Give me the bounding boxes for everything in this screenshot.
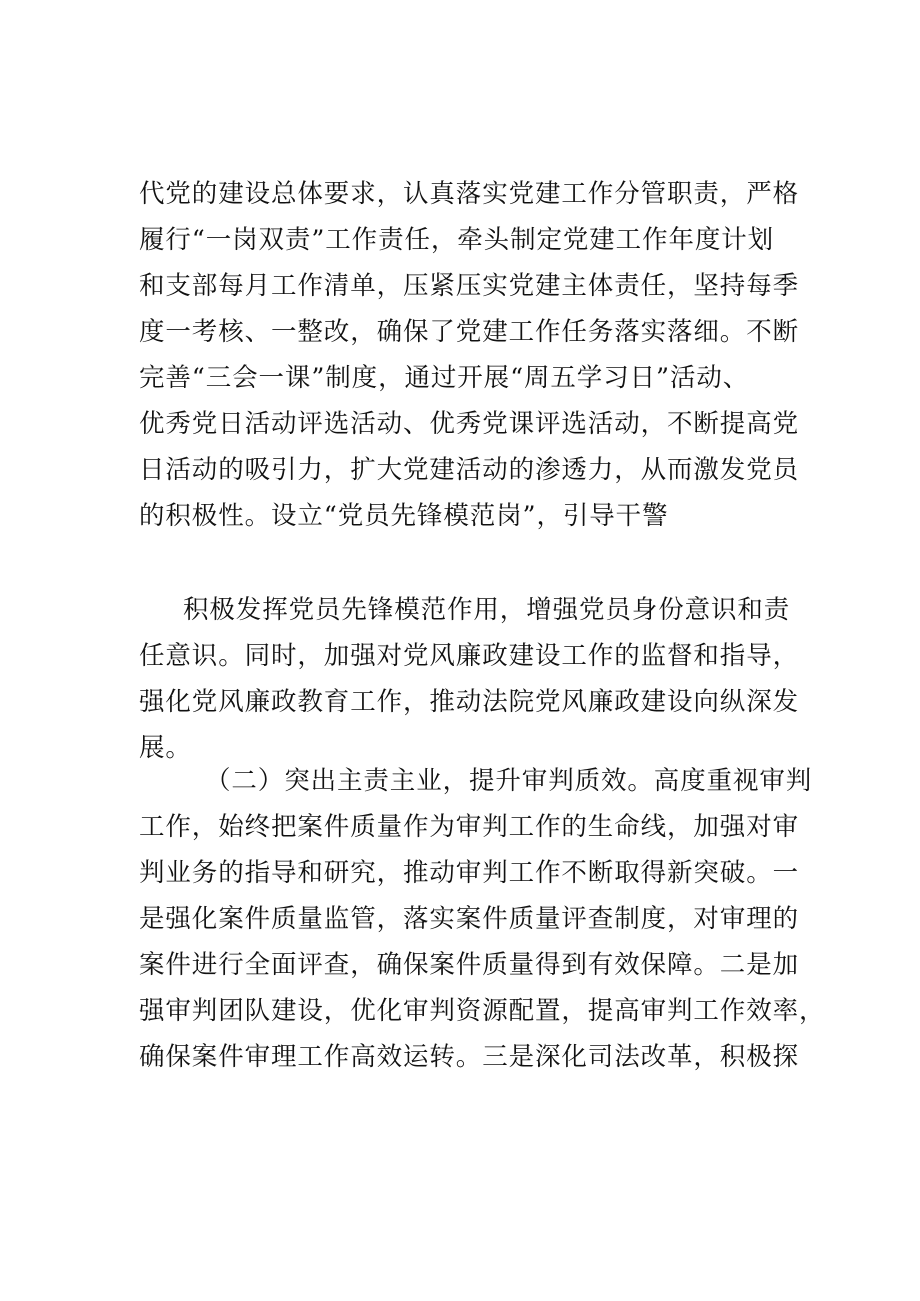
paragraph-line: 任意识。同时，加强对党风廉政建设工作的监督和指导，: [139, 641, 800, 671]
paragraph-line: 工作，始终把案件质量作为审判工作的生命线，加强对审: [139, 812, 800, 842]
paragraph-line: 的积极性。设立“党员先锋模范岗”，引导干警: [139, 501, 669, 531]
paragraph-line: 度一考核、一整改，确保了党建工作任务落实落细。不断: [139, 317, 800, 347]
paragraph-line: 代党的建设总体要求，认真落实党建工作分管职责，严格: [139, 179, 800, 209]
paragraph-line: 判业务的指导和研究，推动审判工作不断取得新突破。一: [139, 858, 800, 888]
paragraph-3: [139, 758, 826, 1080]
paragraph-line: 强化党风廉政教育工作，推动法院党风廉政建设向纵深发: [139, 687, 800, 717]
paragraph-line: 展。: [139, 733, 192, 763]
paragraph-line: 和支部每月工作清单，压紧压实党建主体责任，坚持每季: [139, 271, 800, 301]
paragraph-line: 是强化案件质量监管，落实案件质量评查制度，对审理的: [139, 904, 800, 934]
paragraph-line: 完善“三会一课”制度，通过开展“周五学习日”活动、: [139, 363, 750, 393]
paragraph-line: 优秀党日活动评选活动、优秀党课评选活动，不断提高党: [139, 409, 800, 439]
paragraph-line: 强审判团队建设，优化审判资源配置，提高审判工作效率，: [139, 996, 826, 1026]
paragraph-line: 积极发挥党员先锋模范作用，增强党员身份意识和责: [183, 595, 791, 625]
paragraph-line: 案件进行全面评查，确保案件质量得到有效保障。二是加: [139, 950, 800, 980]
section-heading-line: （二）突出主责主业，提升审判质效。高度重视审判: [205, 766, 813, 796]
paragraph-2: [139, 587, 799, 771]
paragraph-line: 确保案件审理工作高效运转。三是深化司法改革，积极探: [139, 1042, 800, 1072]
paragraph-1: [139, 171, 799, 539]
paragraph-line: 日活动的吸引力，扩大党建活动的渗透力，从而激发党员: [139, 455, 800, 485]
paragraph-line: 履行“一岗双责”工作责任，牵头制定党建工作年度计划: [139, 225, 775, 255]
